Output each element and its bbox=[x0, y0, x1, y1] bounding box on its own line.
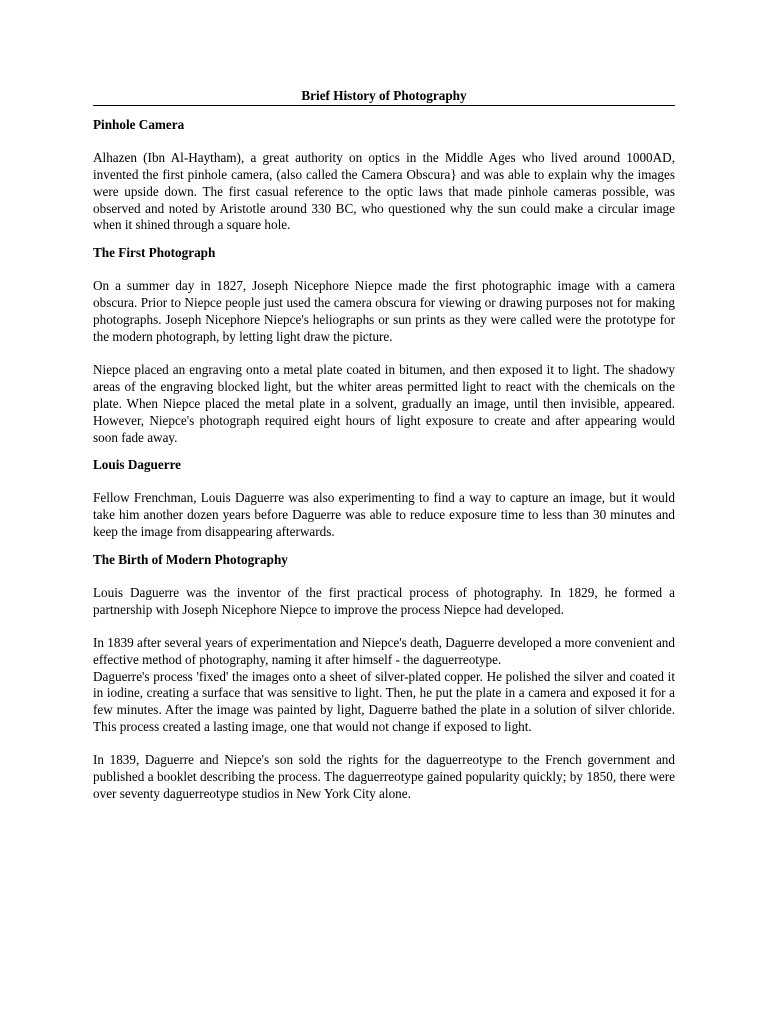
paragraph: Niepce placed an engraving onto a metal plate coated in bitumen, and then exposed it to light. The shadowy areas of the engraving blocked light, but the whiter areas permitted light to react with the chemicals on the plate. When Niepce placed the metal plate in a solvent, gradually an image, until then invisible, appeared. However, Niepce's photograph required eight hours of light exposure to create and after appearing would soon fade away. bbox=[93, 361, 675, 445]
paragraph: Alhazen (Ibn Al-Haytham), a great authority on optics in the Middle Ages who lived around 1000AD, invented the first pinhole camera, (also called the Camera Obscura} and was able to explain why the images were upside down. The first casual reference to the optic laws that made pinhole cameras possible, was observed and noted by Aristotle around 330 BC, who questioned why the sun could make a circular image when it shined through a square hole. bbox=[93, 149, 675, 233]
paragraph: In 1839, Daguerre and Niepce's son sold the rights for the daguerreotype to the French government and published a booklet describing the process. The daguerreotype gained popularity quickly; by 1850, there were over seventy daguerreotype studios in New York City alone. bbox=[93, 752, 675, 801]
paragraph: Fellow Frenchman, Louis Daguerre was also experimenting to find a way to capture an image, but it would take him another dozen years before Daguerre was able to reduce exposure time to less than 30 minutes and keep the image from disappearing afterwards. bbox=[93, 490, 675, 540]
document-title: Brief History of Photography bbox=[93, 88, 675, 106]
paragraph: In 1839 after several years of experimentation and Niepce's death, Daguerre developed a more convenient and effective method of photography, naming it after himself - the daguerreotype. bbox=[93, 634, 675, 667]
section-heading-first-photograph: The First Photograph bbox=[93, 245, 216, 261]
section-heading-louis-daguerre: Louis Daguerre bbox=[93, 457, 182, 473]
paragraph: Daguerre's process 'fixed' the images onto a sheet of silver-plated copper. He polished the silver and coated it in iodine, creating a surface that was sensitive to light. Then, he put the plate in a camera and exposed it for a few minutes. After the image was painted by light, Daguerre bathed the plate in a solution of silver chloride. This process created a lasting image, one that would not change if exposed to light. bbox=[93, 668, 675, 735]
paragraph: Louis Daguerre was the inventor of the first practical process of photography. In 1829, he formed a partnership with Joseph Nicephore Niepce to improve the process Niepce had developed. bbox=[93, 584, 675, 617]
section-heading-pinhole-camera: Pinhole Camera bbox=[93, 116, 185, 132]
paragraph: On a summer day in 1827, Joseph Nicephore Niepce made the first photographic image with a camera obscura. Prior to Niepce people just used the camera obscura for viewing or drawing purposes not for making photographs. Joseph Nicephore Niepce's heliographs or sun prints as they were called were the prototype for the modern photograph, by letting light draw the picture. bbox=[93, 278, 675, 344]
section-heading-modern-photography: The Birth of Modern Photography bbox=[93, 552, 288, 568]
document-page bbox=[93, 88, 675, 803]
